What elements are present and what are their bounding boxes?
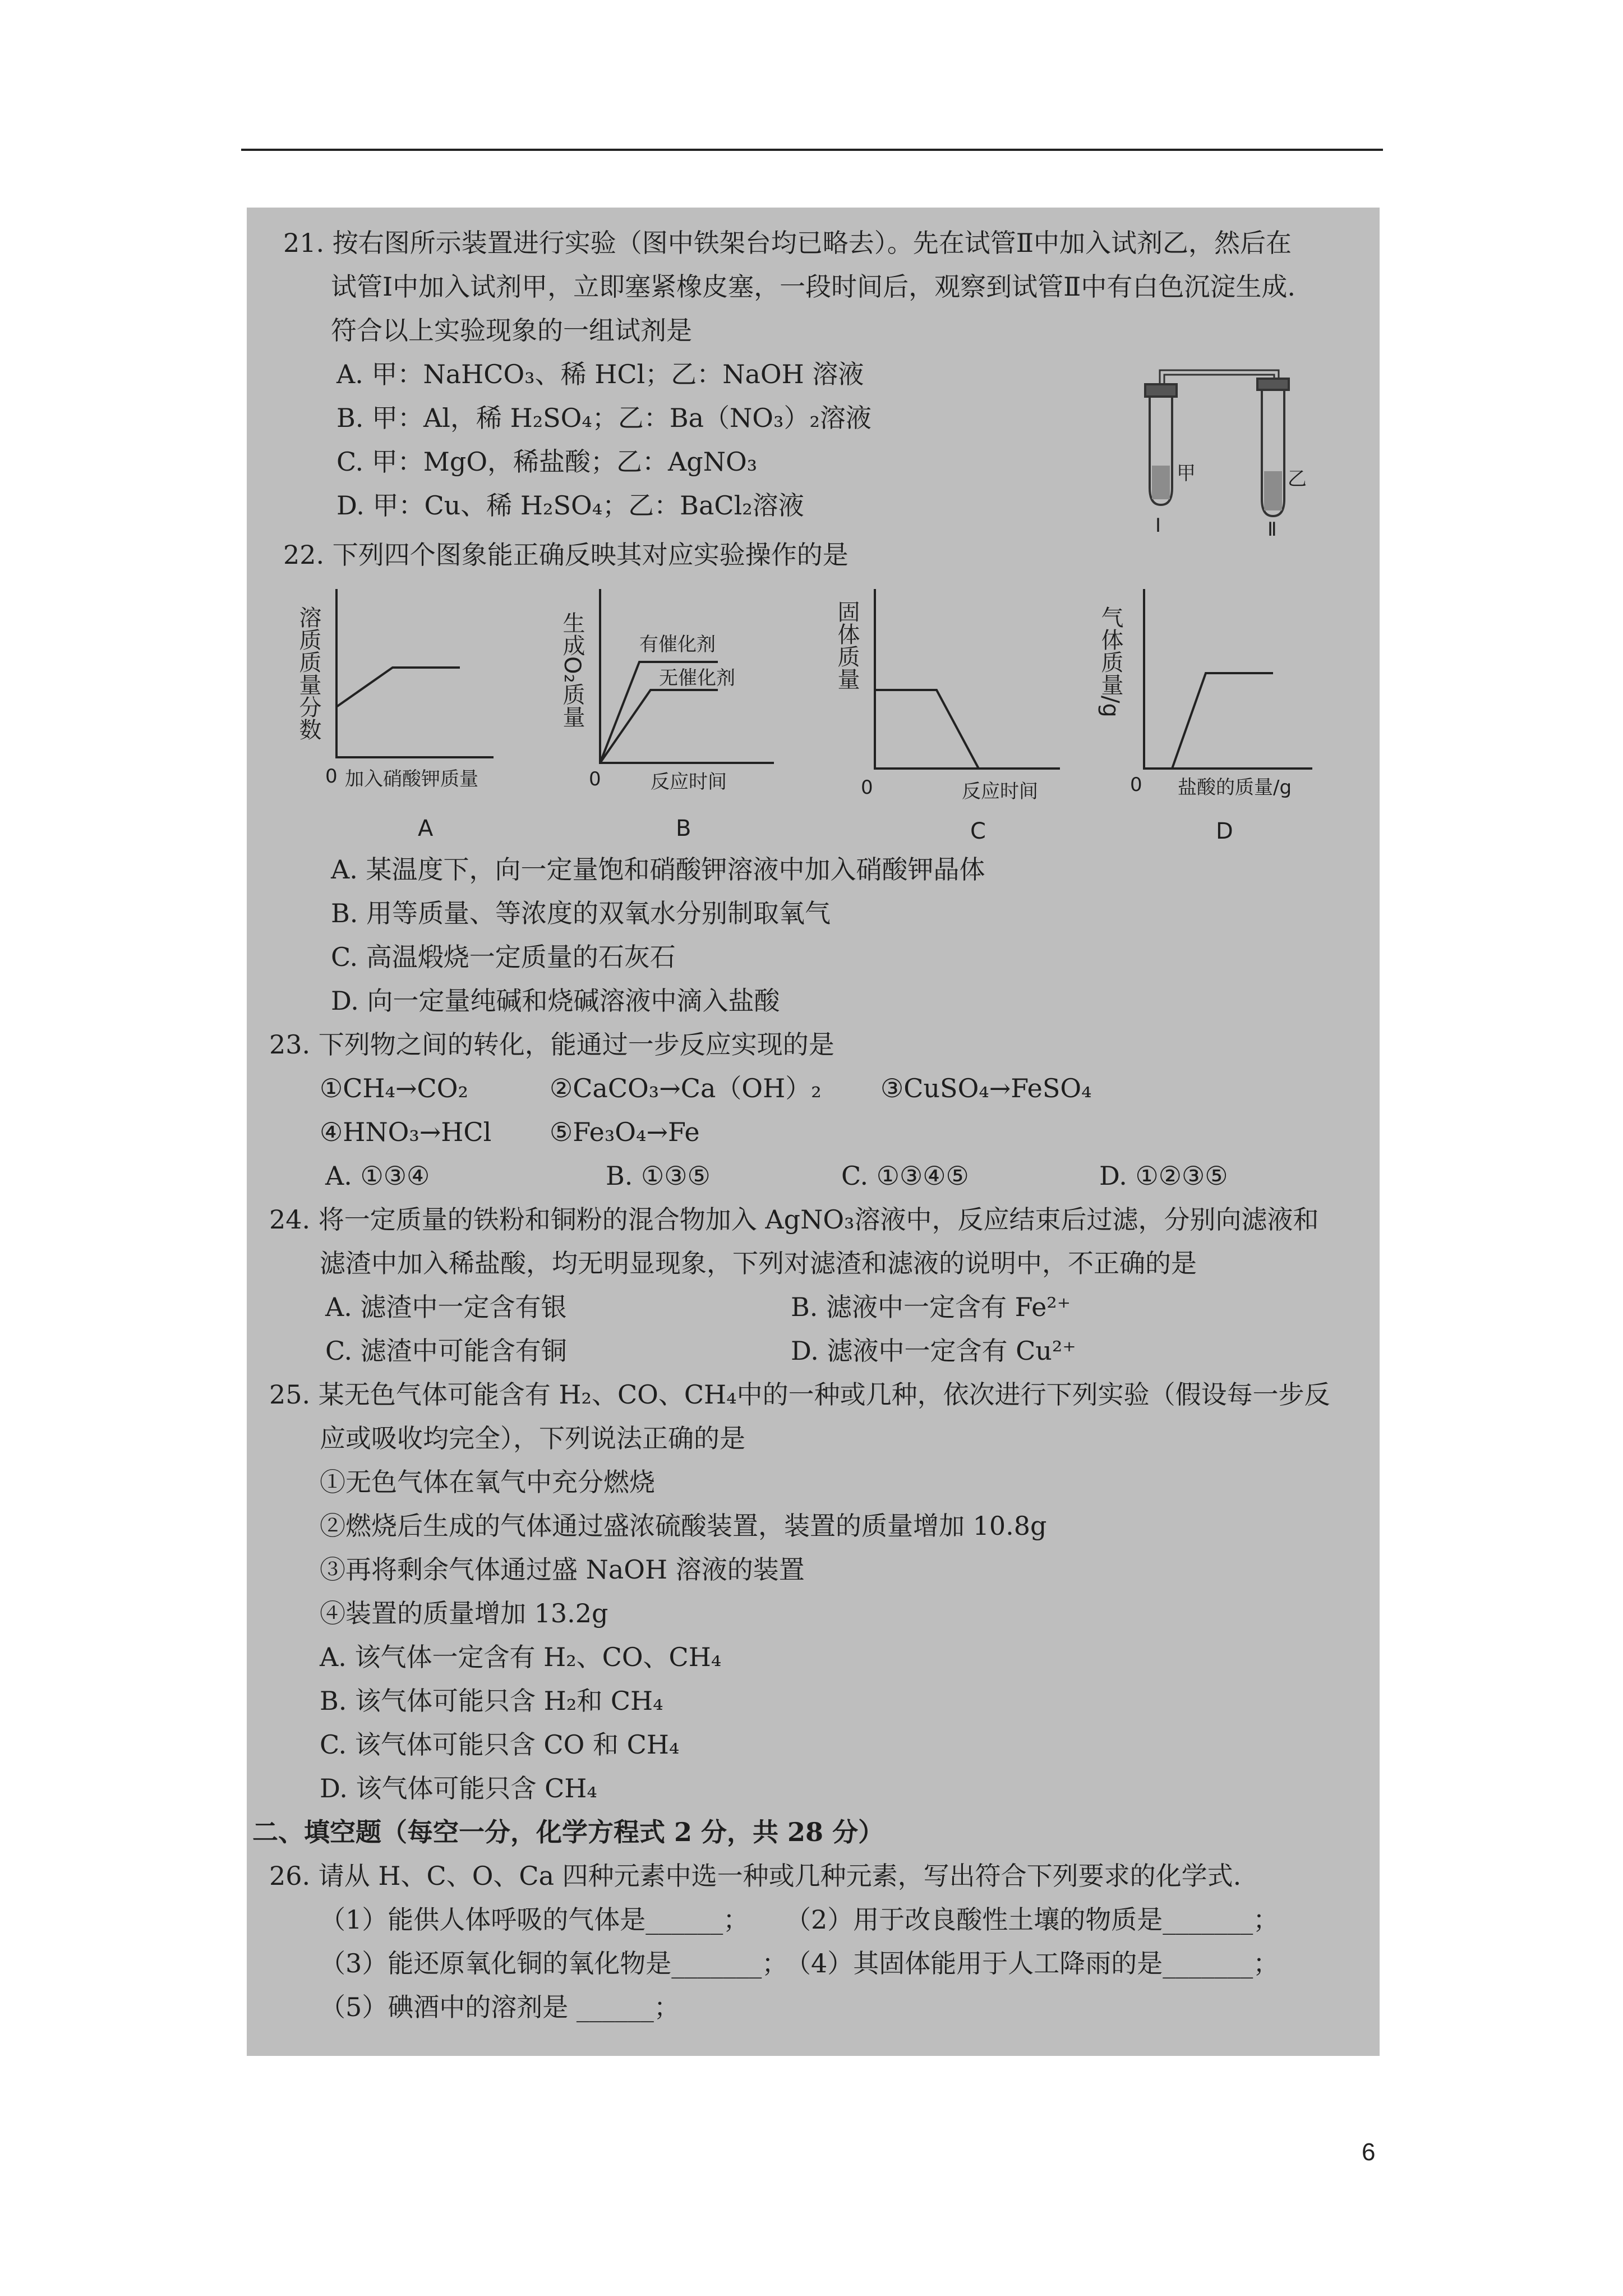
q23-option-d: D. ①②③⑤: [1099, 1161, 1228, 1191]
label-jia: 甲: [1177, 462, 1196, 485]
q26-blank-4: （4）其固体能用于人工降雨的是_______；: [785, 1948, 1279, 1978]
q21-stem-line2: 试管Ⅰ中加入试剂甲，立即塞紧橡皮塞，一段时间后，观察到试管Ⅱ中有白色沉淀生成.: [331, 272, 1296, 302]
graph-d-caption: D: [1216, 818, 1233, 844]
q24-option-c: C. 滤渣中可能含有铜: [325, 1336, 567, 1366]
q23-item-1: ①CH₄→CO₂: [320, 1073, 468, 1103]
q25-stem-line2: 应或吸收均完全），下列说法正确的是: [320, 1423, 745, 1453]
graph-c-axes: [875, 589, 1060, 769]
q21-option-d: D. 甲：Cu、稀 H₂SO₄；乙：BaCl₂溶液: [336, 490, 804, 521]
q26-blank-1: （1）能供人体呼吸的气体是______；: [320, 1904, 749, 1935]
page-number: 6: [1362, 2138, 1376, 2166]
q22-option-d: D. 向一定量纯碱和烧碱溶液中滴入盐酸: [331, 986, 780, 1016]
graph-b-xlabel: 反应时间: [651, 771, 727, 793]
graph-c-caption: C: [970, 818, 986, 844]
graph-a-caption: A: [418, 816, 434, 841]
q23-option-b: B. ①③⑤: [606, 1161, 711, 1191]
q21-option-c: C. 甲：MgO，稀盐酸；乙：AgNO₃: [336, 447, 758, 477]
q21-stem-line1: 21. 按右图所示装置进行实验（图中铁架台均已略去）。先在试管Ⅱ中加入试剂乙，然后在: [283, 228, 1292, 258]
q23-stem: 23. 下列物之间的转化，能通过一步反应实现的是: [269, 1029, 834, 1060]
graph-d: [1088, 578, 1324, 847]
graph-a-axes: [336, 589, 494, 757]
graph-d-axes: [1144, 589, 1312, 769]
q25-stem-line1: 25. 某无色气体可能含有 H₂、CO、CH₄中的一种或几种，依次进行下列实验（假设每一步反: [269, 1379, 1330, 1410]
q24-option-d: D. 滤液中一定含有 Cu²⁺: [791, 1336, 1076, 1366]
test-tube-apparatus: [1110, 353, 1324, 539]
q21-option-a: A. 甲：NaHCO₃、稀 HCl；乙：NaOH 溶液: [336, 359, 864, 389]
graph-c-line: [875, 690, 979, 769]
graph-c-xlabel: 反应时间: [962, 780, 1038, 803]
graph-b: [559, 578, 791, 847]
graph-d-line: [1144, 673, 1273, 769]
graph-d-ylabel: 气体质量/g: [1098, 606, 1123, 717]
graph-b-ylabel: 生成O₂质量: [559, 611, 585, 728]
q22-option-b: B. 用等质量、等浓度的双氧水分别制取氧气: [331, 898, 831, 928]
tube-2-liquid: [1264, 471, 1282, 510]
graph-a: [297, 578, 510, 847]
q23-option-a: A. ①③④: [325, 1161, 430, 1191]
q26-blank-2: （2）用于改良酸性土壤的物质是_______；: [785, 1904, 1279, 1935]
q25-option-a: A. 该气体一定含有 H₂、CO、CH₄: [320, 1642, 722, 1672]
header-rule: [241, 149, 1383, 151]
graph-a-origin: 0: [325, 765, 338, 788]
label-tube-2: Ⅱ: [1267, 518, 1277, 541]
q23-option-c: C. ①③④⑤: [841, 1161, 969, 1191]
graph-c-origin: 0: [861, 776, 873, 799]
graph-c: [834, 578, 1066, 847]
q23-item-4: ④HNO₃→HCl: [320, 1117, 492, 1147]
tube-1-liquid: [1152, 466, 1170, 499]
q25-step-2: ②燃烧后生成的气体通过盛浓硫酸装置，装置的质量增加 10.8g: [320, 1511, 1047, 1541]
label-yi: 乙: [1288, 468, 1307, 490]
q22-stem: 22. 下列四个图象能正确反映其对应实验操作的是: [283, 540, 849, 570]
label-tube-1: Ⅰ: [1155, 514, 1161, 537]
graph-a-xlabel: 加入硝酸钾质量: [345, 768, 478, 790]
q25-step-1: ①无色气体在氧气中充分燃烧: [320, 1467, 655, 1497]
q26-blank-3: （3）能还原氧化铜的氧化物是_______；: [320, 1948, 788, 1978]
exam-photo: [247, 208, 1380, 2056]
graph-c-ylabel: 固体质量: [834, 600, 860, 690]
q24-option-a: A. 滤渣中一定含有银: [325, 1292, 567, 1322]
graph-a-ylabel: 溶质质量分数: [296, 606, 321, 740]
q25-option-c: C. 该气体可能只含 CO 和 CH₄: [320, 1729, 680, 1760]
q25-step-4: ④装置的质量增加 13.2g: [320, 1598, 608, 1628]
q22-option-c: C. 高温煅烧一定质量的石灰石: [331, 942, 676, 972]
q25-step-3: ③再将剩余气体通过盛 NaOH 溶液的装置: [320, 1554, 805, 1585]
section-2-heading: 二、填空题（每空一分，化学方程式 2 分，共 28 分）: [252, 1817, 884, 1847]
q21-stem-line3: 符合以上实验现象的一组试剂是: [331, 315, 692, 346]
q25-option-d: D. 该气体可能只含 CH₄: [320, 1773, 597, 1803]
graph-d-origin: 0: [1130, 774, 1142, 796]
q26-blank-5: （5）碘酒中的溶剂是 ______；: [320, 1992, 680, 2022]
graph-b-line-no-catalyst: [600, 690, 718, 763]
q25-option-b: B. 该气体可能只含 H₂和 CH₄: [320, 1686, 663, 1716]
q23-item-3: ③CuSO₄→FeSO₄: [880, 1073, 1092, 1103]
graph-b-caption: B: [676, 816, 691, 841]
q24-option-b: B. 滤液中一定含有 Fe²⁺: [791, 1292, 1071, 1322]
q24-stem-line1: 24. 将一定质量的铁粉和铜粉的混合物加入 AgNO₃溶液中，反应结束后过滤，分别向滤液和: [269, 1204, 1319, 1235]
graph-a-line: [336, 668, 460, 707]
graph-d-xlabel: 盐酸的质量/g: [1178, 776, 1292, 799]
q21-option-b: B. 甲：Al，稀 H₂SO₄；乙：Ba（NO₃）₂溶液: [336, 403, 872, 433]
q23-item-2: ②CaCO₃→Ca（OH）₂: [550, 1073, 822, 1103]
graph-b-origin: 0: [589, 768, 601, 790]
graph-b-line2-label: 无催化剂: [659, 667, 735, 689]
q23-item-5: ⑤Fe₃O₄→Fe: [550, 1117, 700, 1147]
q22-option-a: A. 某温度下，向一定量饱和硝酸钾溶液中加入硝酸钾晶体: [331, 854, 985, 885]
q24-stem-line2: 滤渣中加入稀盐酸，均无明显现象，下列对滤渣和滤液的说明中，不正确的是: [320, 1248, 1197, 1278]
graph-b-line1-label: 有催化剂: [639, 633, 716, 656]
q26-stem: 26. 请从 H、C、O、Ca 四种元素中选一种或几种元素，写出符合下列要求的化学式.: [269, 1861, 1242, 1891]
